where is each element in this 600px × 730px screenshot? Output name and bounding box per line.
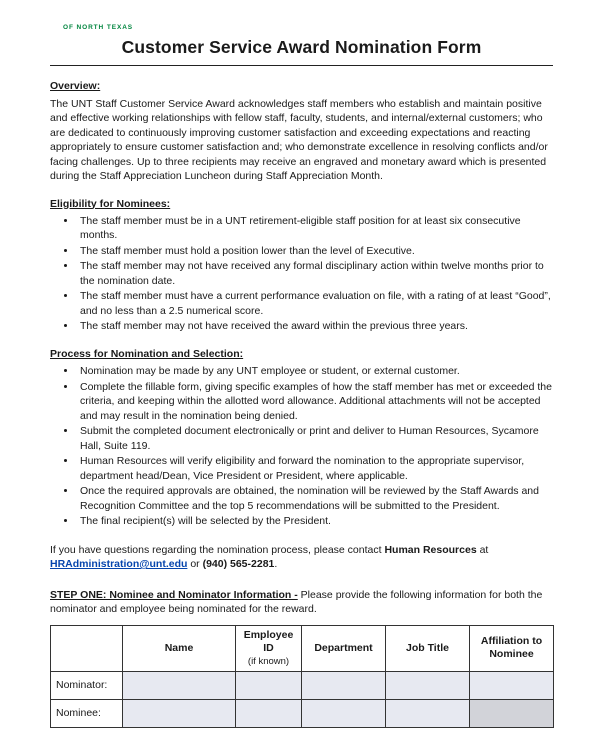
table-header-employee-id-note: (if known) — [247, 655, 290, 667]
table-row-nominee — [51, 699, 554, 727]
eligibility-section — [50, 197, 553, 334]
document-header — [50, 24, 553, 66]
process-list — [50, 364, 553, 528]
table-header-affiliation: Affiliation to Nominee — [470, 625, 554, 671]
step-one-intro — [50, 588, 553, 617]
table-header-name: Name — [123, 625, 236, 671]
eligibility-list — [50, 214, 553, 334]
list-item: • The staff member may not have received any formal disciplinary action within twelve months prior to the nomination date. — [77, 259, 553, 288]
nominator-affiliation-field[interactable] — [470, 671, 554, 699]
list-item: • Nomination may be made by any UNT employee or student, or external customer. — [77, 364, 553, 378]
list-item: • Submit the completed document electronically or print and deliver to Human Resources, Sycamore Hall, Suite 119. — [77, 424, 553, 453]
table-header-job-title: Job Title — [386, 625, 470, 671]
table-row-nominator — [51, 671, 554, 699]
step-one-text: Please provide the following information for both the nominator and employee being nominated for the reward. — [50, 588, 543, 616]
nominator-department-field[interactable] — [302, 671, 386, 699]
overview-body: The UNT Staff Customer Service Award acknowledges staff members who establish and maintain positive and effective working relationships with fellow staff, faculty, students, and internal/external customers; who are dedicated to continuously improving customer satisfaction and exceeding expectations and reacting appropriately to ensure customer satisfaction and; who demonstrate excellence in resolving conflicts and/or facing challenges. Up to three recipients may receive an engraved and monetary award which is presented during the Staff Appreciation Luncheon during Staff Appreciation Month. — [50, 97, 548, 183]
contact-text: at — [476, 543, 489, 556]
list-item: • The staff member may not have received the award within the previous three years. — [77, 319, 553, 333]
nominee-row-label: Nominee: — [51, 699, 123, 727]
contact-hr-label: Human Resources — [384, 543, 477, 556]
list-item: • The staff member must hold a position lower than the level of Executive. — [77, 244, 553, 258]
page-title: Customer Service Award Nomination Form — [121, 36, 482, 57]
contact-phone: (940) 565-2281 — [202, 558, 275, 571]
nominee-department-field[interactable] — [302, 699, 386, 727]
nominator-name-field[interactable] — [123, 671, 236, 699]
list-item: • The staff member must have a current performance evaluation on file, with a rating of at least “Good”, and no less than a 2.5 numerical score. — [77, 289, 553, 318]
eligibility-heading: Eligibility for Nominees: — [50, 197, 171, 210]
table-header-employee-id-main: Employee ID — [243, 628, 294, 654]
process-section — [50, 347, 553, 529]
nominator-employee-id-field[interactable] — [236, 671, 302, 699]
list-item: • Once the required approvals are obtained, the nomination will be reviewed by the Staff Awards and Recognition Committee and the top 5 recommendations will be submitted to the President. — [77, 484, 553, 513]
nominee-affiliation-field — [470, 699, 554, 727]
overview-section — [50, 79, 553, 183]
nominator-job-title-field[interactable] — [386, 671, 470, 699]
nominee-job-title-field[interactable] — [386, 699, 470, 727]
contact-paragraph — [50, 543, 553, 572]
step-one-heading: STEP ONE: Nominee and Nominator Information - — [50, 588, 298, 601]
table-header-employee-id — [236, 625, 302, 671]
overview-heading: Overview: — [50, 80, 101, 93]
hr-email-link[interactable]: HRAdministration@unt.edu — [50, 558, 188, 571]
contact-text: or — [187, 558, 203, 571]
table-header-empty — [51, 625, 123, 671]
table-header-department: Department — [302, 625, 386, 671]
nominee-nominator-table — [50, 625, 554, 728]
contact-text: If you have questions regarding the nomination process, please contact — [50, 543, 385, 556]
list-item: • Complete the fillable form, giving specific examples of how the staff member has met or exceeded the criteria, and keeping within the allotted word allowance. Additional attachments will not be accepted and may result in the nomination being denied. — [77, 380, 553, 423]
list-item: • Human Resources will verify eligibility and forward the nomination to the appropriate supervisor, department head/Dean, Vice President or President, where applicable. — [77, 454, 553, 483]
process-heading: Process for Nomination and Selection: — [50, 347, 244, 360]
table-header-row — [51, 625, 554, 671]
list-item: • The staff member must be in a UNT retirement-eligible staff position for at least six consecutive months. — [77, 214, 553, 243]
nominee-employee-id-field[interactable] — [236, 699, 302, 727]
unt-logo-text: OF NORTH TEXAS — [63, 24, 134, 31]
nominator-row-label: Nominator: — [51, 671, 123, 699]
list-item: • The final recipient(s) will be selected by the President. — [77, 514, 553, 528]
contact-text: . — [274, 558, 278, 571]
nominee-name-field[interactable] — [123, 699, 236, 727]
